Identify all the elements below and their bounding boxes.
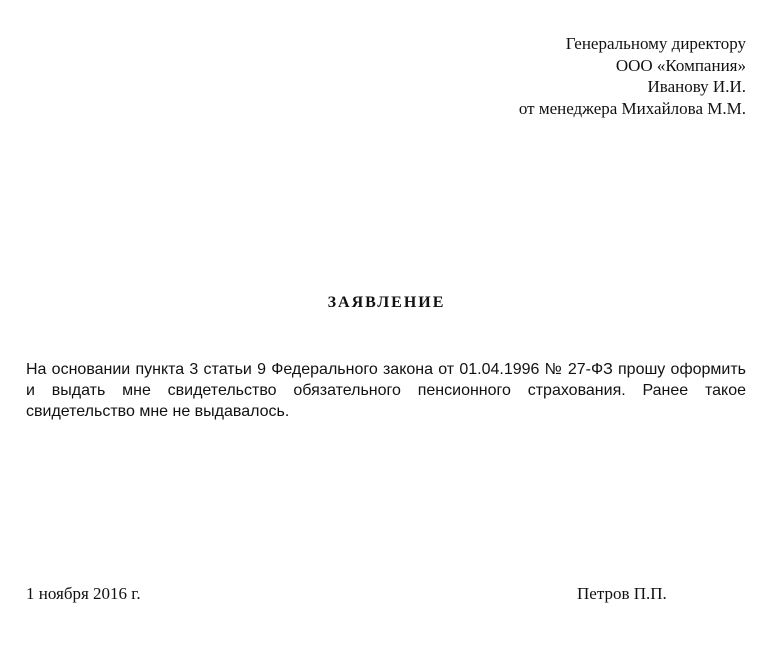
addressee-line-position: Генеральному директору xyxy=(565,34,746,53)
addressee-block xyxy=(346,33,746,119)
document-title: ЗАЯВЛЕНИЕ xyxy=(327,294,446,311)
application-body-text: На основании пункта 3 статьи 9 Федерального закона от 01.04.1996 № 27-ФЗ прошу оформить и выдать мне свидетельство обязательного пенсионного страхования. Ранее такое свидетельство мне не выдавалось. xyxy=(26,361,746,420)
addressee-line-recipient: Иванову И.И. xyxy=(647,77,746,96)
addressee-line-sender: от менеджера Михайлова М.М. xyxy=(518,98,746,118)
signature-date: 1 ноября 2016 г. xyxy=(26,584,141,603)
addressee-line-company: ООО «Компания» xyxy=(615,55,746,75)
signature-name: Петров П.П. xyxy=(577,584,667,603)
